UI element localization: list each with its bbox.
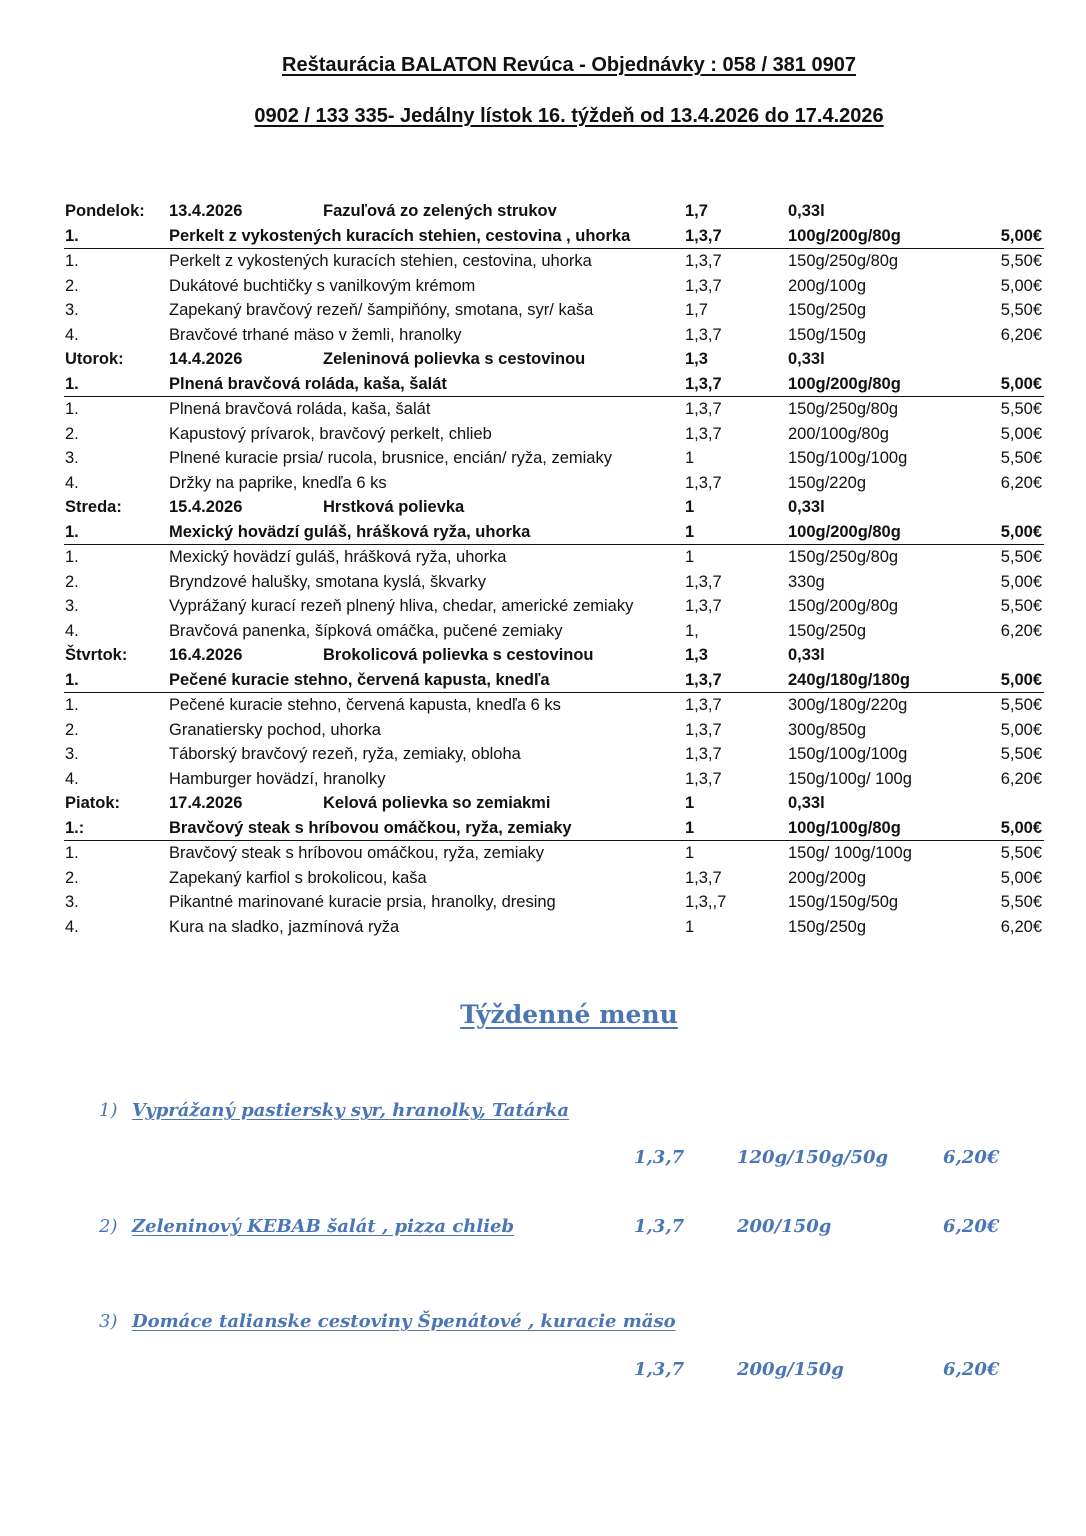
dish-name: Granatiersky pochod, uhorka (169, 720, 381, 739)
day-date: 16.4.2026 (169, 646, 243, 664)
portion-size: 150g/100g/100g (788, 745, 908, 763)
portion-size: 300g/180g/220g (788, 696, 908, 714)
item-number: 1. (65, 374, 79, 393)
allergens: 1,3,7 (685, 868, 722, 887)
price: 6,20€ (1000, 769, 1042, 788)
item-number: 2. (65, 424, 79, 443)
price: 6,20€ (1000, 473, 1042, 492)
price: 6,20€ (1000, 917, 1042, 936)
item-number: 1. (65, 696, 79, 714)
portion-size: 150g/200g/80g (788, 597, 899, 615)
allergens: 1,3,7 (685, 670, 722, 689)
item-number: 4. (65, 917, 79, 936)
allergens: 1,3,7 (685, 696, 722, 714)
portion-size: 240g/180g/180g (788, 670, 910, 689)
menu-item-row (64, 693, 1044, 718)
portion-size: 300g/850g (788, 720, 866, 739)
weekly-item-allergens: 1,3,7 (634, 1147, 685, 1168)
dish-name: Pečené kuracie stehno, červená kapusta, knedľa (169, 670, 550, 689)
allergens: 1,3,7 (685, 572, 722, 591)
dish-name: Plnená bravčová roláda, kaša, šalát (169, 374, 447, 393)
portion-size: 150g/250g (788, 301, 866, 319)
dish-name: Kura na sladko, jazmínová ryža (169, 917, 400, 936)
menu-item-row (64, 545, 1044, 570)
allergens: 1 (685, 548, 695, 566)
item-number: 4. (65, 621, 79, 640)
allergens: 1,3 (685, 350, 708, 368)
weekly-item-allergens: 1,3,7 (634, 1359, 685, 1380)
price: 5,00€ (1000, 522, 1042, 541)
dish-name: Perkelt z vykostených kuracích stehien, cestovina, uhorka (169, 252, 592, 270)
item-number: 4. (65, 473, 79, 492)
soup-name: Zeleninová polievka s cestovinou (323, 350, 586, 368)
item-number: 3. (65, 597, 79, 615)
dish-name: Bravčový steak s hríbovou omáčkou, ryža, zemiaky (169, 818, 572, 837)
price: 5,50€ (1000, 844, 1042, 862)
dish-name: Plnené kuracie prsia/ rucola, brusnice, encián/ ryža, zemiaky (169, 449, 612, 467)
day-date: 15.4.2026 (169, 498, 243, 516)
restaurant-header: Reštaurácia BALATON Revúca - Objednávky : 058 / 381 0907 (282, 54, 856, 76)
dish-name: Hamburger hovädzí, hranolky (169, 769, 386, 788)
dish-name: Perkelt z vykostených kuracích stehien, cestovina , uhorka (169, 226, 631, 245)
allergens: 1,7 (685, 202, 708, 220)
menu-item-row (64, 570, 1044, 595)
allergens: 1,3,7 (685, 374, 722, 393)
soup-name: Hrstková polievka (323, 498, 465, 516)
item-number: 3. (65, 301, 79, 319)
price: 5,50€ (1000, 400, 1042, 418)
dish-name: Zapekaný bravčový rezeň/ šampiňóny, smotana, syr/ kaša (169, 301, 594, 319)
portion-size: 150g/150g/50g (788, 893, 899, 911)
item-number: 1. (65, 670, 79, 689)
allergens: 1,3,,7 (685, 893, 727, 911)
portion-size: 100g/100g/80g (788, 818, 901, 837)
item-number: 2. (65, 572, 79, 591)
allergens: 1,3,7 (685, 769, 722, 788)
weekly-item-number: 2) (99, 1216, 118, 1237)
weekly-item-price: 6,20€ (943, 1359, 1000, 1380)
price: 5,00€ (1000, 670, 1042, 689)
item-number: 3. (65, 449, 79, 467)
menu-week-header: 0902 / 133 335- Jedálny lístok 16. týždeň od 13.4.2026 do 17.4.2026 (254, 105, 884, 127)
dish-name: Pečené kuracie stehno, červená kapusta, knedľa 6 ks (169, 696, 561, 714)
portion-size: 150g/250g (788, 917, 866, 936)
portion-size: 0,33l (788, 794, 825, 812)
day-date: 13.4.2026 (169, 202, 243, 220)
day-date: 14.4.2026 (169, 350, 243, 368)
weekly-item-allergens: 1,3,7 (634, 1216, 685, 1237)
portion-size: 0,33l (788, 646, 825, 664)
dish-name: Bravčové trhané mäso v žemli, hranolky (169, 325, 462, 344)
price: 5,50€ (1000, 597, 1042, 615)
weekly-item-name: Zeleninový KEBAB šalát , pizza chlieb (132, 1216, 515, 1237)
portion-size: 150g/250g/80g (788, 400, 899, 418)
menu-item-row (64, 619, 1044, 644)
allergens: 1,3,7 (685, 276, 722, 295)
item-number: 1. (65, 252, 79, 270)
price: 5,00€ (1000, 374, 1042, 393)
portion-size: 330g (788, 572, 825, 591)
menu-item-row (64, 767, 1044, 792)
day-label: Streda: (65, 498, 122, 516)
day-soup-row (64, 791, 1044, 816)
portion-size: 100g/200g/80g (788, 374, 901, 393)
portion-size: 100g/200g/80g (788, 226, 901, 245)
portion-size: 150g/100g/ 100g (788, 769, 912, 788)
portion-size: 150g/250g/80g (788, 548, 899, 566)
portion-size: 150g/150g (788, 325, 866, 344)
allergens: 1,3,7 (685, 473, 722, 492)
allergens: 1,3 (685, 646, 708, 664)
menu-item-row (64, 915, 1044, 940)
menu-item-row (64, 471, 1044, 496)
dish-name: Plnená bravčová roláda, kaša, šalát (169, 400, 431, 418)
allergens: 1,3,7 (685, 597, 722, 615)
day-soup-row (64, 347, 1044, 372)
weekly-item-weight: 200g/150g (737, 1359, 844, 1380)
item-number: 4. (65, 769, 79, 788)
allergens: 1,3,7 (685, 400, 722, 418)
daily-special-row (64, 224, 1044, 250)
day-label: Štvrtok: (65, 646, 128, 664)
portion-size: 150g/ 100g/100g (788, 844, 912, 862)
weekly-item-price: 6,20€ (943, 1216, 1000, 1237)
price: 6,20€ (1000, 325, 1042, 344)
price: 5,00€ (1000, 572, 1042, 591)
dish-name: Mexický hovädzí guláš, hrášková ryža, uhorka (169, 548, 507, 566)
portion-size: 100g/200g/80g (788, 522, 901, 541)
day-soup-row (64, 495, 1044, 520)
menu-item-row (64, 841, 1044, 866)
menu-item-row (64, 718, 1044, 743)
menu-item-row (64, 742, 1044, 767)
daily-special-row (64, 372, 1044, 398)
dish-name: Táborský bravčový rezeň, ryža, zemiaky, obloha (169, 745, 521, 763)
menu-item-row (64, 890, 1044, 915)
allergens: 1, (685, 621, 699, 640)
menu-item-row (64, 594, 1044, 619)
item-number: 1. (65, 522, 79, 541)
portion-size: 0,33l (788, 498, 825, 516)
dish-name: Bryndzové halušky, smotana kyslá, škvarky (169, 572, 486, 591)
day-label: Piatok: (65, 794, 121, 812)
allergens: 1 (685, 818, 695, 837)
dish-name: Bravčový steak s hríbovou omáčkou, ryža, zemiaky (169, 844, 545, 862)
day-label: Pondelok: (65, 202, 145, 220)
item-number: 2. (65, 720, 79, 739)
dish-name: Pikantné marinované kuracie prsia, hranolky, dresing (169, 893, 556, 911)
menu-item-row (64, 866, 1044, 891)
portion-size: 0,33l (788, 350, 825, 368)
dish-name: Držky na paprike, knedľa 6 ks (169, 473, 387, 492)
portion-size: 200/100g/80g (788, 424, 889, 443)
item-number: 3. (65, 745, 79, 763)
weekly-item-name: Domáce talianske cestoviny Špenátové , kuracie mäso (132, 1311, 676, 1332)
price: 5,00€ (1000, 424, 1042, 443)
item-number: 2. (65, 868, 79, 887)
portion-size: 200g/100g (788, 276, 866, 295)
dish-name: Kapustový prívarok, bravčový perkelt, chlieb (169, 424, 492, 443)
allergens: 1 (685, 522, 695, 541)
price: 5,50€ (1000, 548, 1042, 566)
item-number: 1. (65, 226, 79, 245)
allergens: 1 (685, 449, 695, 467)
weekly-item-number: 1) (99, 1100, 118, 1121)
allergens: 1 (685, 917, 695, 936)
weekly-item-price: 6,20€ (943, 1147, 1000, 1168)
item-number: 1.: (65, 818, 85, 837)
weekly-item-number: 3) (99, 1311, 118, 1332)
dish-name: Bravčová panenka, šípková omáčka, pučené zemiaky (169, 621, 563, 640)
item-number: 1. (65, 548, 79, 566)
soup-name: Kelová polievka so zemiakmi (323, 794, 551, 812)
allergens: 1,7 (685, 301, 708, 319)
allergens: 1,3,7 (685, 745, 722, 763)
portion-size: 150g/220g (788, 473, 866, 492)
daily-special-row (64, 668, 1044, 694)
day-soup-row (64, 643, 1044, 668)
price: 5,50€ (1000, 893, 1042, 911)
price: 5,00€ (1000, 868, 1042, 887)
price: 5,00€ (1000, 720, 1042, 739)
soup-name: Brokolicová polievka s cestovinou (323, 646, 594, 664)
day-date: 17.4.2026 (169, 794, 243, 812)
menu-item-row (64, 274, 1044, 299)
allergens: 1,3,7 (685, 226, 722, 245)
weekly-item-weight: 200/150g (737, 1216, 832, 1237)
price: 5,00€ (1000, 226, 1042, 245)
portion-size: 0,33l (788, 202, 825, 220)
weekly-item-weight: 120g/150g/50g (737, 1147, 889, 1168)
dish-name: Mexický hovädzí guláš, hrášková ryža, uhorka (169, 522, 531, 541)
menu-item-row (64, 323, 1044, 348)
soup-name: Fazuľová zo zelených strukov (323, 202, 557, 220)
price: 5,50€ (1000, 696, 1042, 714)
menu-item-row (64, 298, 1044, 323)
day-label: Utorok: (65, 350, 124, 368)
item-number: 1. (65, 844, 79, 862)
item-number: 4. (65, 325, 79, 344)
allergens: 1 (685, 794, 695, 812)
price: 6,20€ (1000, 621, 1042, 640)
allergens: 1,3,7 (685, 720, 722, 739)
portion-size: 200g/200g (788, 868, 866, 887)
portion-size: 150g/100g/100g (788, 449, 908, 467)
dish-name: Zapekaný karfiol s brokolicou, kaša (169, 868, 427, 887)
price: 5,00€ (1000, 276, 1042, 295)
portion-size: 150g/250g/80g (788, 252, 899, 270)
allergens: 1,3,7 (685, 424, 722, 443)
allergens: 1,3,7 (685, 325, 722, 344)
daily-special-row (64, 520, 1044, 546)
weekly-item-name: Vyprážaný pastiersky syr, hranolky, Tatárka (132, 1100, 570, 1121)
item-number: 2. (65, 276, 79, 295)
weekly-menu-title: Týždenné menu (460, 1000, 678, 1029)
dish-name: Dukátové buchtičky s vanilkovým krémom (169, 276, 476, 295)
allergens: 1 (685, 498, 695, 516)
menu-item-row (64, 446, 1044, 471)
daily-special-row (64, 816, 1044, 842)
daily-menu-table (64, 199, 1044, 939)
price: 5,00€ (1000, 818, 1042, 837)
price: 5,50€ (1000, 745, 1042, 763)
day-soup-row (64, 199, 1044, 224)
item-number: 1. (65, 400, 79, 418)
menu-item-row (64, 249, 1044, 274)
allergens: 1 (685, 844, 695, 862)
allergens: 1,3,7 (685, 252, 722, 270)
portion-size: 150g/250g (788, 621, 866, 640)
price: 5,50€ (1000, 252, 1042, 270)
price: 5,50€ (1000, 449, 1042, 467)
dish-name: Vyprážaný kurací rezeň plnený hliva, chedar, americké zemiaky (169, 597, 634, 615)
item-number: 3. (65, 893, 79, 911)
price: 5,50€ (1000, 301, 1042, 319)
menu-item-row (64, 397, 1044, 422)
menu-item-row (64, 422, 1044, 447)
